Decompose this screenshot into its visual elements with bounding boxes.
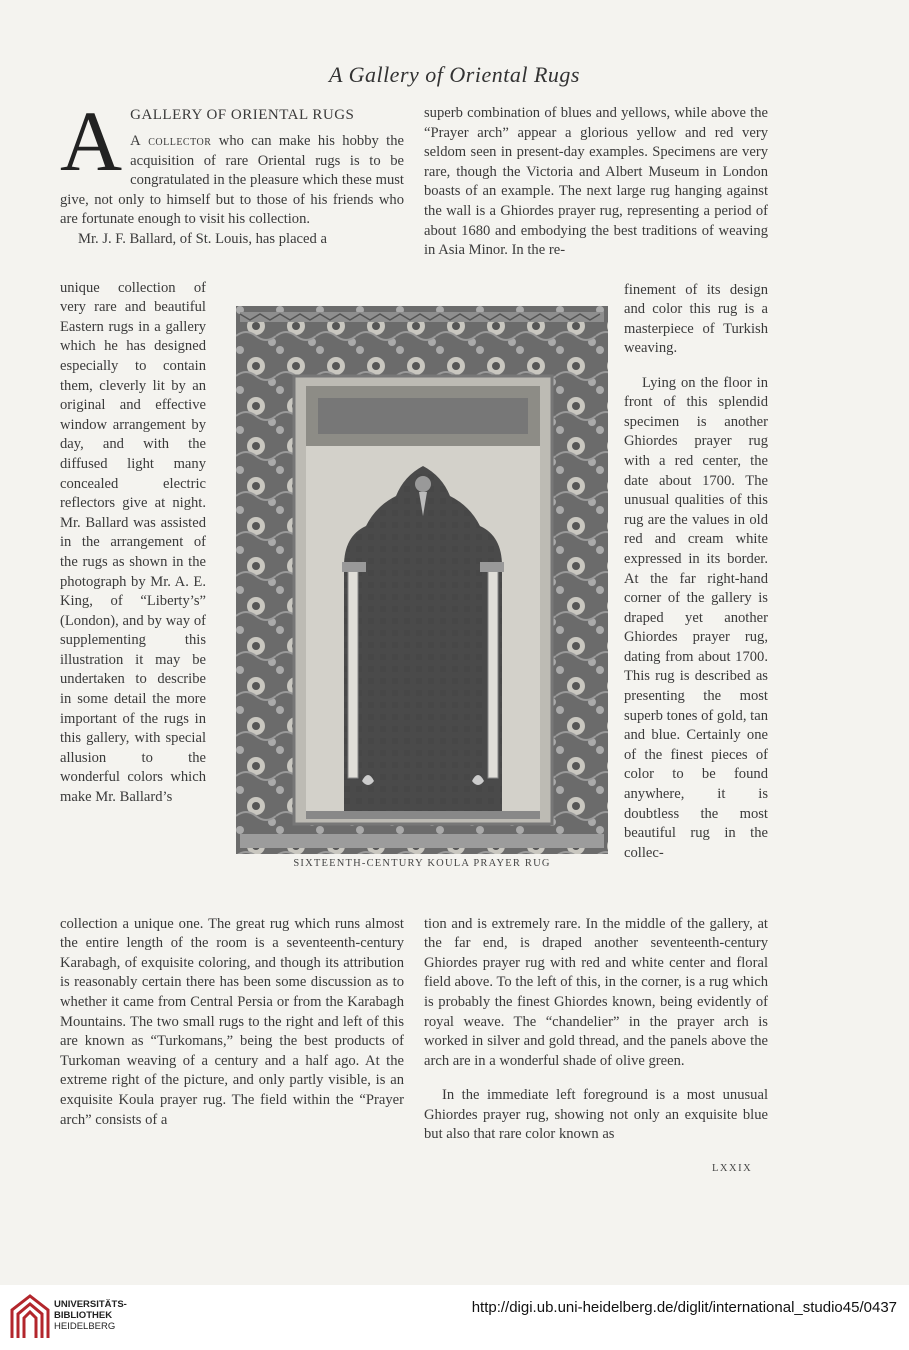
left-column-top bbox=[60, 93, 404, 250]
library-name[interactable] bbox=[54, 1299, 127, 1332]
right-column-bottom bbox=[424, 900, 768, 1159]
page-folio: LXXIX bbox=[712, 1163, 753, 1174]
left-column-bottom bbox=[60, 900, 404, 1145]
right-column-top bbox=[424, 104, 768, 261]
paragraph-ghiordes-end: finement of its design and color this rug is a masterpiece of Turkish weaving. bbox=[624, 281, 768, 357]
intro-small-caps: A collector bbox=[130, 133, 212, 149]
left-narrow-column bbox=[60, 264, 206, 822]
article-title: GALLERY OF ORIENTAL RUGS bbox=[130, 107, 355, 123]
right-narrow-column bbox=[624, 266, 768, 878]
figure-caption: SIXTEENTH-CENTURY KOULA PRAYER RUG bbox=[293, 858, 551, 869]
university-library-logo-icon[interactable] bbox=[10, 1292, 50, 1340]
library-line-1: UNIVERSITÄTS- bbox=[54, 1299, 127, 1310]
koula-prayer-rug-image bbox=[236, 306, 608, 854]
paragraph-koula: superb combination of blues and yellows, while above the “Prayer arch” appear a glorious yellow and red very seldom seen in present-day examples. Specimens are very rare, though the Victoria and Albert Museum in London boasts of an example. The next large rug hanging against the wall is a Ghiordes prayer rug, representing a period of about 1680 and embodying the best traditions of weaving in Asia Minor. In the re- bbox=[424, 105, 768, 259]
footer-bar bbox=[0, 1285, 909, 1350]
running-head: A Gallery of Oriental Rugs bbox=[329, 62, 580, 87]
drop-cap: A bbox=[60, 93, 123, 189]
source-url-link[interactable]: http://digi.ub.uni-heidelberg.de/diglit/international_studio45/0437 bbox=[471, 1299, 897, 1316]
paragraph-foreground: In the immediate left foreground is a most unusual Ghiordes prayer rug, showing not only an exquisite blue but also that rare color known as bbox=[424, 1086, 768, 1143]
paragraph-ballard-start: Mr. J. F. Ballard, of St. Louis, has placed a bbox=[78, 230, 327, 247]
paragraph-floor-rug: Lying on the floor in front of this splendid specimen is another Ghiordes prayer rug with a red center, the date about 1700. The unusual qualities of this rug are the values in old red and cream white expressed in its border. At the far right-hand corner of the gallery is draped yet another Ghiordes prayer rug, dating from about 1700. This rug is described as presenting the most superb tones of gold, tan and blue. Certainly one of the finest pieces of color to be found anywhere, it is doubtless the most beautiful rug in the collec- bbox=[624, 374, 768, 861]
paragraph-ballard-bottom: collection a unique one. The great rug which runs almost the entire length of the room is a seventeenth-century Karabagh, of exquisite coloring, and though its attribution is reasonably certain there has been some discussion as to whether it came from Central Persia or from the Karabagh Mountains. The two small rugs to the right and left of this are known as “Turkomans,” being the best products of Turkoman weaving of a century and a half ago. At the extreme right of the picture, and only partly visible, is an exquisite Koula prayer rug. The field within the “Prayer arch” consists of a bbox=[60, 915, 404, 1128]
paragraph-ballard-narrow: unique collection of very rare and beautiful Eastern rugs in a gallery which he has designed especially to contain them, cleverly lit by an original and effective window arrangement by day, and with the diffused light many concealed electric reflectors give at night. Mr. Ballard was assisted in the arrangement of the rugs as shown in the photograph by Mr. A. E. King, of “Liberty’s” (London), and by way of supplementing this illustration it may be undertaken to describe in some detail the more important of the rugs in this gallery, with special allusion to the wonderful colors which make Mr. Ballard’s bbox=[60, 279, 206, 806]
library-line-3: HEIDELBERG bbox=[54, 1321, 116, 1332]
intro-text: who can make his hobby the acquisition of rare Oriental rugs is to be congratulated in the pleasure which these must give, not only to himself but to those of his friends who are fortunate enough to visit his collection. bbox=[60, 133, 404, 228]
library-line-2: BIBLIOTHEK bbox=[54, 1310, 113, 1321]
paragraph-middle-gallery: tion and is extremely rare. In the middle of the gallery, at the far end, is draped another seventeenth-century Ghiordes prayer rug with red and white center and floral field above. To the left of this, in the corner, is a rug which is probably the finest Ghiordes known, being evidently of royal weave. The “chandelier” in the prayer arch is worked in silver and gold thread, and the panels above the arch are in a wonderful shade of olive green. bbox=[424, 915, 768, 1069]
